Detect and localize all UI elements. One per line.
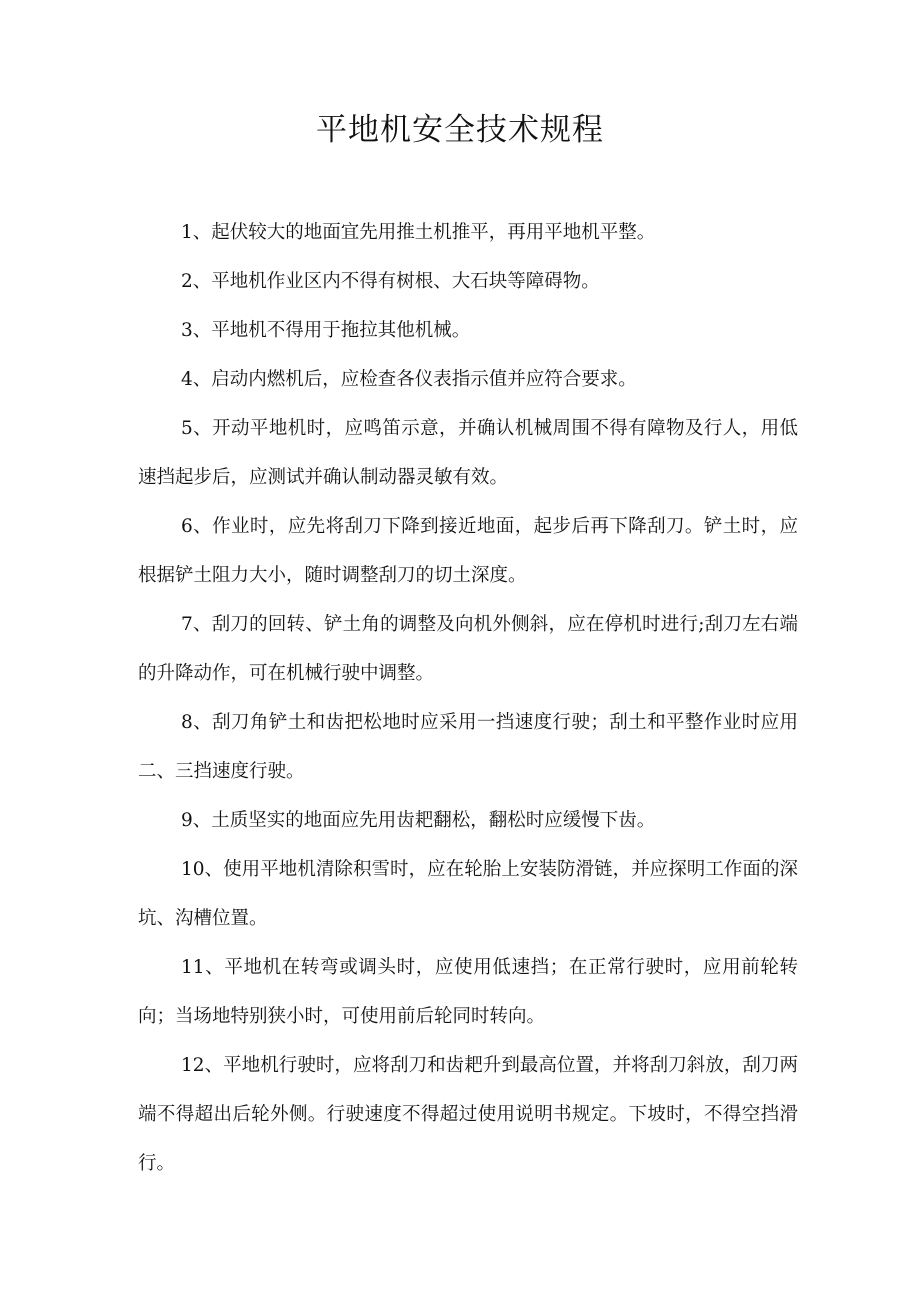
- document-body: [138, 208, 798, 1188]
- rule-paragraph-10: 10、使用平地机清除积雪时，应在轮胎上安装防滑链，并应探明工作面的深坑、沟槽位置。: [138, 859, 798, 929]
- rule-paragraph-11: 11、平地机在转弯或调头时，应使用低速挡；在正常行驶时，应用前轮转向；当场地特别狭小时，可使用前后轮同时转向。: [138, 957, 798, 1027]
- rule-paragraph-3: 3、平地机不得用于拖拉其他机械。: [181, 320, 471, 341]
- rule-paragraph-9: 9、土质坚实的地面应先用齿耙翻松，翻松时应缓慢下齿。: [181, 810, 656, 831]
- rule-paragraph-4: 4、启动内燃机后，应检查各仪表指示值并应符合要求。: [181, 369, 637, 390]
- rule-paragraph-2: 2、平地机作业区内不得有树根、大石块等障碍物。: [181, 271, 600, 292]
- rule-paragraph-1: 1、起伏较大的地面宜先用推土机推平，再用平地机平整。: [181, 222, 656, 243]
- rule-paragraph-7: 7、刮刀的回转、铲土角的调整及向机外侧斜，应在停机时进行;刮刀左右端的升降动作，可在机械行驶中调整。: [138, 614, 798, 684]
- document-title: 平地机安全技术规程: [316, 112, 604, 148]
- rule-paragraph-6: 6、作业时，应先将刮刀下降到接近地面，起步后再下降刮刀。铲土时，应根据铲土阻力大小，随时调整刮刀的切土深度。: [138, 516, 798, 586]
- rule-paragraph-12: 12、平地机行驶时，应将刮刀和齿耙升到最高位置，并将刮刀斜放，刮刀两端不得超出后轮外侧。行驶速度不得超过使用说明书规定。下坡时，不得空挡滑行。: [138, 1055, 798, 1174]
- rule-paragraph-5: 5、开动平地机时，应鸣笛示意，并确认机械周围不得有障物及行人，用低速挡起步后，应测试并确认制动器灵敏有效。: [138, 418, 798, 488]
- rule-paragraph-8: 8、刮刀角铲土和齿把松地时应采用一挡速度行驶；刮土和平整作业时应用二、三挡速度行驶。: [138, 712, 798, 782]
